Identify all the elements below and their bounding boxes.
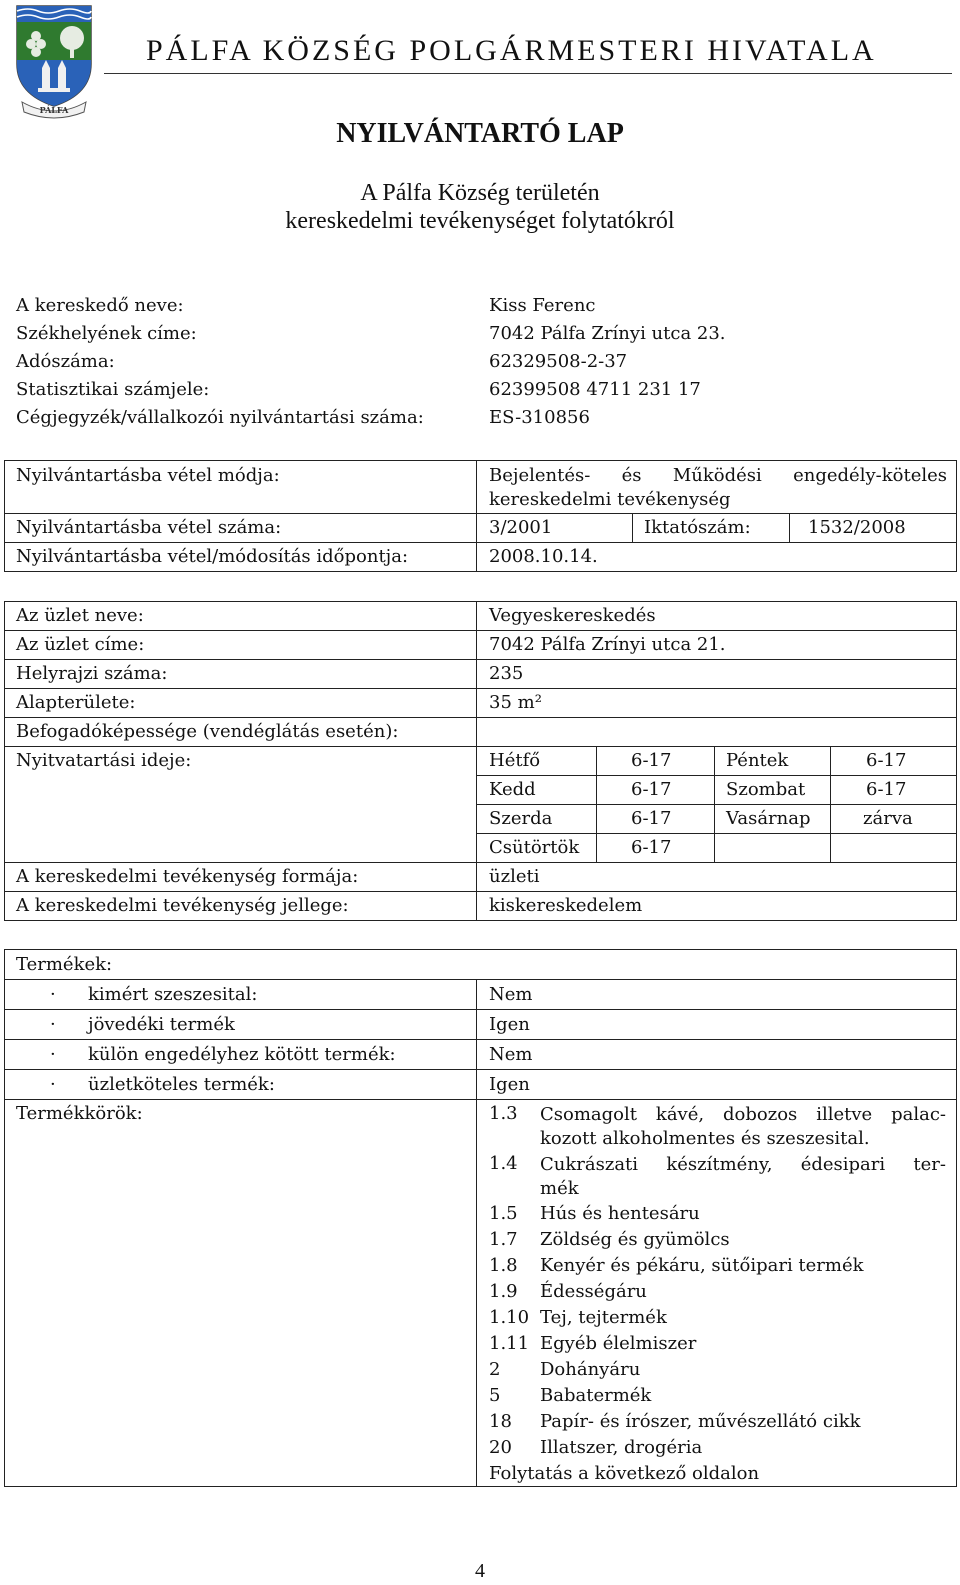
activity-form-label: A kereskedelmi tevékenység formája: [16, 866, 359, 887]
group-name: Babatermék [540, 1385, 652, 1406]
row-divider [476, 804, 957, 805]
registration-mode-value [489, 464, 947, 512]
group-code: 2 [489, 1359, 501, 1380]
row-divider [4, 862, 957, 863]
trader-seat-value: 7042 Pálfa Zrínyi utca 23. [489, 323, 726, 344]
row-divider [4, 1039, 957, 1040]
product-label: üzletköteles termék: [88, 1074, 275, 1095]
hours-time: 6-17 [631, 808, 672, 829]
registration-number-value: 3/2001 [489, 517, 553, 538]
activity-nature-label: A kereskedelmi tevékenység jellege: [16, 895, 349, 916]
group-code: 1.10 [489, 1307, 530, 1328]
row-divider [476, 833, 957, 834]
group-name [540, 1153, 946, 1201]
hours-day: Hétfő [489, 750, 541, 771]
group-code: 1.8 [489, 1255, 518, 1276]
group-name-line1: Csomagolt kávé, dobozos illetve palac- [540, 1104, 946, 1125]
activity-form-value: üzleti [489, 866, 540, 887]
group-code: 1.3 [489, 1103, 518, 1124]
hours-time: 6-17 [866, 779, 907, 800]
column-divider [830, 746, 831, 862]
header-rule [104, 73, 952, 74]
group-code: 1.5 [489, 1203, 518, 1224]
trader-stat-value: 62399508 4711 231 17 [489, 379, 701, 400]
column-divider [476, 460, 477, 572]
trader-stat-label: Statisztikai számjele: [16, 379, 210, 400]
group-name: Illatszer, drogéria [540, 1437, 703, 1458]
group-name: Édességáru [540, 1281, 647, 1302]
opening-hours-label: Nyitvatartási ideje: [16, 750, 192, 771]
trader-tax-label: Adószáma: [16, 351, 115, 372]
trader-seat-label: Székhelyének címe: [16, 323, 197, 344]
registration-mode-line2: kereskedelmi tevékenység [489, 489, 731, 510]
trader-name-value: Kiss Ferenc [489, 295, 596, 316]
bullet: · [50, 1074, 56, 1095]
hours-time: zárva [863, 808, 913, 829]
column-divider [476, 979, 477, 1487]
column-divider [596, 746, 597, 862]
group-name [540, 1103, 946, 1151]
row-divider [4, 659, 957, 660]
product-value: Igen [489, 1014, 530, 1035]
filing-number-value: 1532/2008 [808, 517, 906, 538]
group-name: Tej, tejtermék [540, 1307, 667, 1328]
hours-time: 6-17 [631, 837, 672, 858]
trader-tax-value: 62329508-2-37 [489, 351, 628, 372]
bullet: · [50, 984, 56, 1005]
group-name: Dohányáru [540, 1359, 641, 1380]
row-divider [4, 891, 957, 892]
trader-reg-label: Cégjegyzék/vállalkozói nyilvántartási száma: [16, 407, 424, 428]
registration-date-value: 2008.10.14. [489, 546, 598, 567]
products-header: Termékek: [16, 954, 113, 975]
page-number: 4 [475, 1560, 485, 1582]
area-value: 35 m² [489, 692, 542, 713]
document-subtitle-2: kereskedelmi tevékenységet folytatókról [285, 208, 675, 234]
group-code: 5 [489, 1385, 501, 1406]
registration-number-label: Nyilvántartásba vétel száma: [16, 517, 282, 538]
row-divider [476, 775, 957, 776]
row-divider [4, 1099, 957, 1100]
group-code: 1.4 [489, 1153, 518, 1174]
group-code: 1.11 [489, 1333, 530, 1354]
continued-note: Folytatás a következő oldalon [489, 1463, 760, 1484]
document-title: NYILVÁNTARTÓ LAP [336, 118, 624, 149]
row-divider [4, 513, 957, 514]
filing-number-label: Iktatószám: [644, 517, 751, 538]
group-code: 1.7 [489, 1229, 518, 1250]
hours-time: 6-17 [631, 779, 672, 800]
product-label: külön engedélyhez kötött termék: [88, 1044, 396, 1065]
product-label: jövedéki termék [88, 1014, 235, 1035]
registration-mode-label: Nyilvántartásba vétel módja: [16, 465, 280, 486]
hours-day: Vasárnap [726, 808, 811, 829]
group-name: Hús és hentesáru [540, 1203, 700, 1224]
group-name: Kenyér és pékáru, sütőipari termék [540, 1255, 864, 1276]
hours-day: Kedd [489, 779, 536, 800]
hours-time: 6-17 [866, 750, 907, 771]
shop-name-label: Az üzlet neve: [16, 605, 144, 626]
column-divider [789, 513, 790, 542]
parcel-label: Helyrajzi száma: [16, 663, 168, 684]
group-name: Papír- és írószer, művészellátó cikk [540, 1411, 861, 1432]
group-code: 1.9 [489, 1281, 518, 1302]
column-divider [632, 513, 633, 542]
shop-address-label: Az üzlet címe: [16, 634, 145, 655]
area-label: Alapterülete: [16, 692, 136, 713]
row-divider [4, 630, 957, 631]
row-divider [4, 717, 957, 718]
column-divider [714, 746, 715, 862]
crest-caption: PÁLFA [39, 105, 69, 115]
activity-nature-value: kiskereskedelem [489, 895, 643, 916]
bullet: · [50, 1044, 56, 1065]
row-divider [4, 1009, 957, 1010]
row-divider [4, 688, 957, 689]
institution-name: PÁLFA KÖZSÉG POLGÁRMESTERI HIVATALA [146, 34, 877, 67]
hours-time: 6-17 [631, 750, 672, 771]
product-label: kimért szeszesital: [88, 984, 258, 1005]
trader-reg-value: ES-310856 [489, 407, 590, 428]
row-divider [4, 746, 957, 747]
shop-address-value: 7042 Pálfa Zrínyi utca 21. [489, 634, 726, 655]
bullet: · [50, 1014, 56, 1035]
registration-mode-line1: Bejelentés- és Működési engedély-köteles [489, 465, 947, 486]
product-value: Nem [489, 984, 533, 1005]
group-code: 18 [489, 1411, 512, 1432]
group-name-line1: Cukrászati készítmény, édesipari ter- [540, 1154, 946, 1175]
registration-date-label: Nyilvántartásba vétel/módosítás időpontja: [16, 546, 409, 567]
product-groups-label: Termékkörök: [16, 1103, 143, 1124]
product-value: Nem [489, 1044, 533, 1065]
group-code: 20 [489, 1437, 512, 1458]
row-divider [4, 1069, 957, 1070]
pálfa-coat-of-arms [14, 2, 94, 120]
group-name: Egyéb élelmiszer [540, 1333, 697, 1354]
capacity-label: Befogadóképessége (vendéglátás esetén): [16, 721, 399, 742]
product-value: Igen [489, 1074, 530, 1095]
hours-day: Szombat [726, 779, 806, 800]
hours-day: Csütörtök [489, 837, 580, 858]
hours-day: Szerda [489, 808, 553, 829]
column-divider [476, 601, 477, 921]
row-divider [4, 542, 957, 543]
group-name-line2: mék [540, 1178, 579, 1199]
group-name: Zöldség és gyümölcs [540, 1229, 730, 1250]
trader-name-label: A kereskedő neve: [16, 295, 184, 316]
row-divider [4, 979, 957, 980]
shop-name-value: Vegyeskereskedés [489, 605, 656, 626]
group-name-line2: kozott alkoholmentes és szeszesital. [540, 1128, 870, 1149]
hours-day: Péntek [726, 750, 789, 771]
parcel-value: 235 [489, 663, 524, 684]
document-subtitle-1: A Pálfa Község területén [360, 180, 600, 206]
